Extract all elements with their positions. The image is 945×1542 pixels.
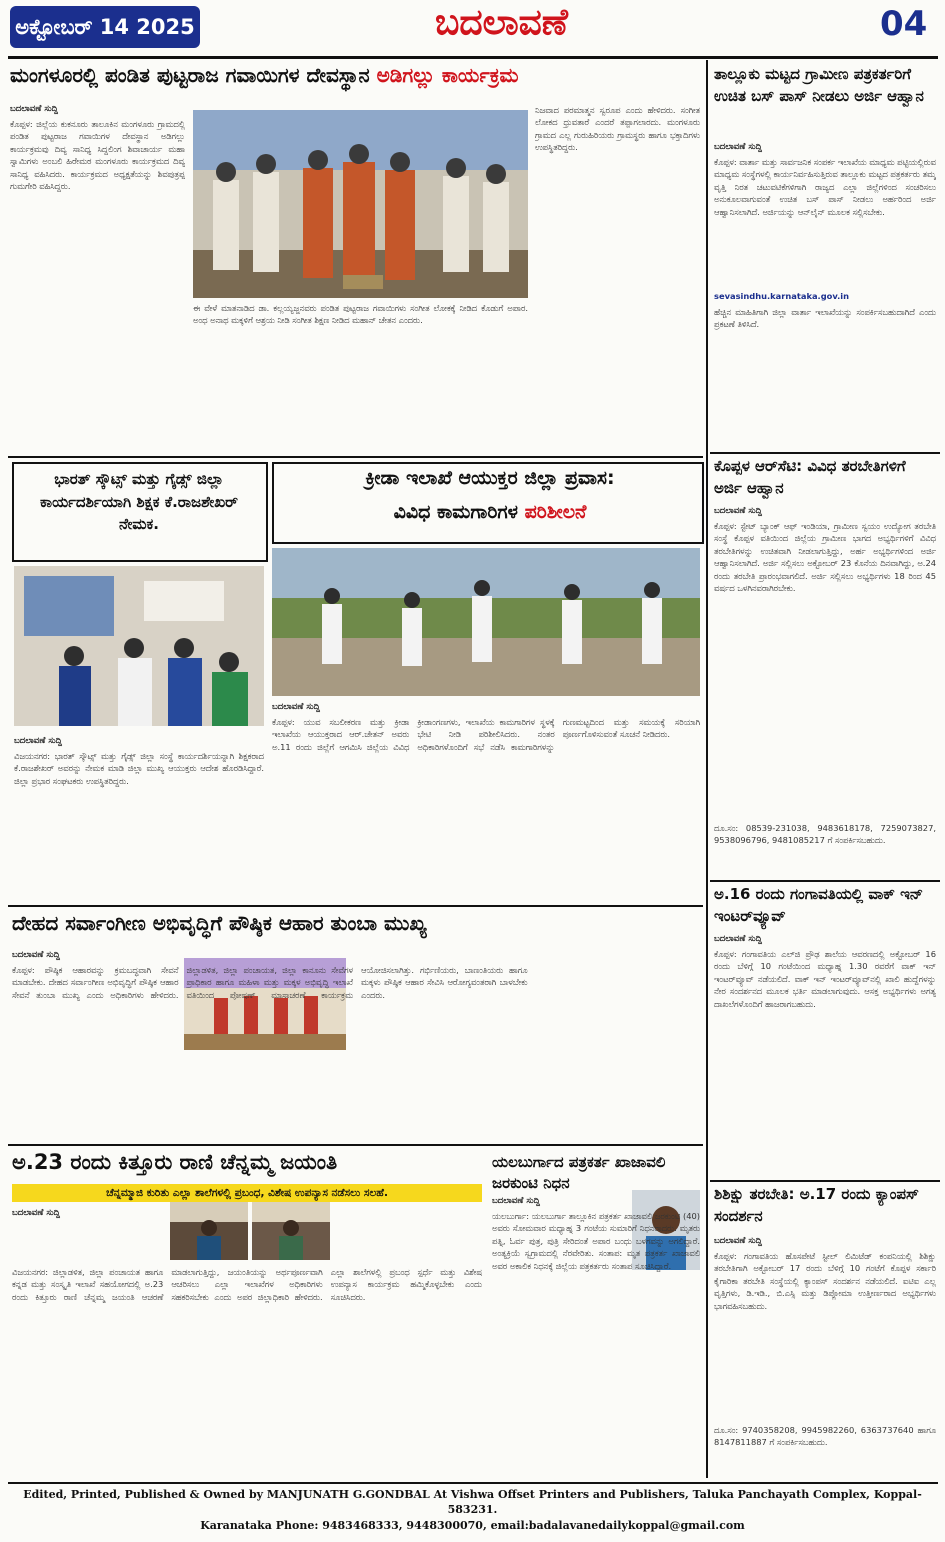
a4-bottom-rule (8, 1144, 703, 1146)
a1-headline-accent: ಅಡಿಗಲ್ಲು ಕಾರ್ಯಕ್ರಮ (376, 63, 519, 87)
a3-body: ಕೊಪ್ಪಳ: ಯುವ ಸಬಲೀಕರಣ ಮತ್ತು ಕ್ರೀಡಾ ಇಲಾಖೆಯ ಆಯುಕ್ತರಾದ ಆರ್.ಚೇತನ್ ಅವರು ಅ.11 ರಂದು ಜಿಲ್ಲೆಗೆ ಆಗಮಿಸಿ ಜಿಲ್ಲೆಯ ವಿವಿಧ ಕ್ರೀಡಾಂಗಣಗಳು, ಇಲಾಖೆಯ ಕಾಮಗಾರಿಗಳ ಸ್ಥಳಕ್ಕೆ ಭೇಟಿ ನೀಡಿ ಪರಿಶೀಲಿಸಿದರು. ನಂತರ ಅಧಿಕಾರಿಗಳೊಂದಿಗೆ ಸಭೆ ನಡೆಸಿ ಕಾಮಗಾರಿಗಳನ್ನು ಗುಣಮಟ್ಟದಿಂದ ಮತ್ತು ಸಮಯಕ್ಕೆ ಸರಿಯಾಗಿ ಪೂರ್ಣಗೊಳಿಸುವಂತೆ ಸೂಚನೆ ನೀಡಿದರು. (272, 717, 700, 752)
r1-headline: ತಾಲ್ಲೂಕು ಮಟ್ಟದ ಗ್ರಾಮೀಣ ಪತ್ರಕರ್ತರಿಗೆ ಉಚಿತ ಬಸ್ ಪಾಸ್ ನೀಡಲು ಅರ್ಜಿ ಆಹ್ವಾನ (714, 65, 924, 105)
r2-bottom-rule (710, 880, 940, 882)
a5-meeting-photo-1 (170, 1202, 248, 1260)
a6-headline: ಯಲಬುರ್ಗಾದ ಪತ್ರಕರ್ತ ಖಾಜಾವಲಿ ಜರಕುಂಟಿ ನಿಧನ (492, 1153, 666, 1192)
footer-line-1: Edited, Printed, Published & Owned by MANJUNATH G.GONDBAL At Vishwa Offset Printers and Publishers, Taluka Panchayath Complex, Koppal-583231. (23, 1488, 922, 1517)
a5-headline: ಅ.23 ರಂದು ಕಿತ್ತೂರು ರಾಣಿ ಚೆನ್ನಮ್ಮ ಜಯಂತಿ (12, 1150, 338, 1174)
a5-banner: ಚೆನ್ನಮ್ಮಾಜಿ ಕುರಿತು ಎಲ್ಲಾ ಶಾಲೆಗಳಲ್ಲಿ ಪ್ರಬಂಧ, ವಿಶೇಷ ಉಪನ್ಯಾಸ ನಡೆಸಲು ಸಲಹೆ. (12, 1184, 482, 1202)
newspaper-title: ಬದಲಾವಣೆ (435, 2, 568, 43)
a1-lead-text: ಕೊಪ್ಪಳ: ಜಿಲ್ಲೆಯ ಕುಕನೂರು ತಾಲೂಕಿನ ಮಂಗಳೂರು ಗ್ರಾಮದಲ್ಲಿ ಪಂಡಿತ ಪುಟ್ಟರಾಜ ಗವಾಯಿಗಳ ದೇವಸ್ಥಾನ ಅಡಿಗಲ್ಲು ಕಾರ್ಯಕ್ರಮವು ದಿವ್ಯ ಸಾನಿಧ್ಯ ಸಿದ್ದಲಿಂಗ ಶಿವಾಚಾರ್ಯ ಮಹಾ ಸ್ವಾಮಿಗಳು ಅಂಬಲಿ ಹಿರೇಮಠ ಮಂಗಳೂರು ಕಾರ್ಯಕ್ರಮದ ದಿವ್ಯ ಸಾನಿಧ್ಯ ವಹಿಸಿದರು. ಕಾರ್ಯಕ್ರಮದ ಅಧ್ಯಕ್ಷತೆಯನ್ನು ಶಿವಪುತ್ರಪ್ಪ ಗುಮಗೇರಿ ವಹಿಸಿದ್ದರು. (10, 119, 185, 192)
a3-headline-line2 (280, 502, 700, 524)
a2-headline: ಭಾರತ್ ಸ್ಕೌಟ್ಸ್ ಮತ್ತು ಗೈಡ್ಸ್ ಜಿಲ್ಲಾ ಕಾರ್ಯದರ್ಶಿಯಾಗಿ ಶಿಕ್ಷಕ ಕೆ.ರಾಜಶೇಖರ್ ನೇಮಕ. (40, 470, 238, 533)
r3-bottom-rule (710, 1180, 940, 1182)
r4-body: ಕೊಪ್ಪಳ: ಗಂಗಾವತಿಯ ಹೊಸಪೇಟೆ ಸ್ಟೀಲ್ ಲಿಮಿಟೆಡ್ ಕಂಪನಿಯಲ್ಲಿ ಶಿಶಿಕ್ಷು ತರಬೇತಿಗಾಗಿ ಅಕ್ಟೋಬರ್ 17 ರಂದು ಬೆಳಿಗ್ಗೆ 10 ಗಂಟೆಗೆ ಕೊಪ್ಪಳ ಸರ್ಕಾರಿ ಕೈಗಾರಿಕಾ ತರಬೇತಿ ಸಂಸ್ಥೆಯಲ್ಲಿ ಕ್ಯಾಂಪಸ್ ಸಂದರ್ಶನ ನಡೆಯಲಿದೆ. ಐಟಿಐ ಎಲ್ಲ ವೃತ್ತಿಗಳು, ಡಿ.ಇಡಿ., ಬಿ.ಎಸ್ಸಿ ಮತ್ತು ಡಿಪ್ಲೋಮಾ ಉತ್ತೀರ್ಣರಾದ ಅಭ್ಯರ್ಥಿಗಳು ಭಾಗವಹಿಸಬಹುದು. (714, 1251, 936, 1311)
a5-byline: ಬದಲಾವಣೆ ಸುದ್ದಿ (12, 1208, 60, 1218)
a3-headline-main: ವಿವಿಧ ಕಾಮಗಾರಿಗಳ (393, 501, 518, 523)
r2-body: ಕೊಪ್ಪಳ: ಸ್ಟೇಟ್ ಬ್ಯಾಂಕ್ ಆಫ್ ಇಂಡಿಯಾ, ಗ್ರಾಮೀಣ ಸ್ವಯಂ ಉದ್ಯೋಗ ತರಬೇತಿ ಸಂಸ್ಥೆ ಕೊಪ್ಪಳ ವತಿಯಿಂದ ಜಿಲ್ಲೆಯ ಗ್ರಾಮೀಣ ಭಾಗದ ಅಭ್ಯರ್ಥಿಗಳಿಗೆ ವಿವಿಧ ತರಬೇತಿಗಳನ್ನು ಉಚಿತವಾಗಿ ನೀಡಲಾಗುತ್ತಿದ್ದು, ಅರ್ಹ ಅಭ್ಯರ್ಥಿಗಳಿಂದ ಅರ್ಜಿ ಆಹ್ವಾನಿಸಲಾಗಿದೆ. ಅರ್ಜಿ ಸಲ್ಲಿಸಲು ಅಕ್ಟೋಬರ್ 23 ಕೊನೆಯ ದಿನವಾಗಿದ್ದು, ಅ.24 ರಂದು ತರಬೇತಿ ಪ್ರಾರಂಭವಾಗಲಿದೆ. ಅರ್ಜಿ ಸಲ್ಲಿಸಲು ಅಭ್ಯರ್ಥಿಗಳು 18 ರಿಂದ 45 ವರ್ಷದ ಒಳಗಿನವರಾಗಿರಬೇಕು. (714, 521, 936, 594)
footer-imprint (0, 1487, 945, 1533)
r1-tail: ಹೆಚ್ಚಿನ ಮಾಹಿತಿಗಾಗಿ ಜಿಲ್ಲಾ ವಾರ್ತಾ ಇಲಾಖೆಯನ್ನು ಸಂಪರ್ಕಿಸಬಹುದಾಗಿದೆ ಎಂದು ಪ್ರಕಟಣೆ ತಿಳಿಸಿದೆ. (714, 307, 936, 330)
r1-bottom-rule (710, 452, 940, 454)
r4-headline: ಶಿಶಿಕ್ಷು ತರಬೇತಿ: ಅ.17 ರಂದು ಕ್ಯಾಂಪಸ್ ಸಂದರ್ಶನ (714, 1185, 919, 1225)
r4-byline: ಬದಲಾವಣೆ ಸುದ್ದಿ (714, 1236, 762, 1246)
page-number: 04 (880, 4, 928, 44)
a3-byline: ಬದಲಾವಣೆ ಸುದ್ದಿ (272, 702, 320, 712)
a4-body: ಕೊಪ್ಪಳ: ಪೌಷ್ಠಿಕ ಆಹಾರವನ್ನು ಕ್ರಮಬದ್ಧವಾಗಿ ಸೇವನೆ ಮಾಡಬೇಕು. ದೇಹದ ಸರ್ವಾಂಗೀಣ ಅಭಿವೃದ್ಧಿಗೆ ಪೌಷ್ಠಿಕ ಆಹಾರ ಸೇವನೆ ತುಂಬಾ ಮುಖ್ಯ ಎಂದು ಅಧಿಕಾರಿಗಳು ಹೇಳಿದರು. ಜಿಲ್ಲಾಡಳಿತ, ಜಿಲ್ಲಾ ಪಂಚಾಯತ, ಜಿಲ್ಲಾ ಕಾನೂನು ಸೇವೆಗಳ ಪ್ರಾಧಿಕಾರ ಹಾಗೂ ಮಹಿಳಾ ಮತ್ತು ಮಕ್ಕಳ ಅಭಿವೃದ್ಧಿ ಇಲಾಖೆ ವತಿಯಿಂದ ಪೋಷಣ್ ಮಾಸಾಚರಣೆ ಕಾರ್ಯಕ್ರಮ ಆಯೋಜಿಸಲಾಗಿತ್ತು. ಗರ್ಭಿಣಿಯರು, ಬಾಣಂತಿಯರು ಹಾಗೂ ಮಕ್ಕಳು ಪೌಷ್ಠಿಕ ಆಹಾರ ಸೇವಿಸಿ ಆರೋಗ್ಯವಂತರಾಗಿ ಬಾಳಬೇಕು ಎಂದರು. (12, 965, 528, 1000)
a4-headline: ದೇಹದ ಸರ್ವಾಂಗೀಣ ಅಭಿವೃದ್ಧಿಗೆ ಪೌಷ್ಠಿಕ ಆಹಾರ ತುಂಬಾ ಮುಖ್ಯ (12, 911, 427, 935)
r3-headline: ಅ.16 ರಂದು ಗಂಗಾವತಿಯಲ್ಲಿ ವಾಕ್ ಇನ್ ಇಂಟರ್‌ವ್ಯೂವ್ (714, 885, 924, 925)
r2-phones: ದೂ.ಸಂ: 08539-231038, 9483618178, 7259073827, 9538096796, 9481085217 ಗೆ ಸಂಪರ್ಕಿಸಬಹುದು. (714, 823, 936, 846)
a1-byline: ಬದಲಾವಣೆ ಸುದ್ದಿ (10, 104, 58, 114)
r1-link[interactable]: sevasindhu.karnataka.gov.in (714, 291, 849, 301)
r3-byline: ಬದಲಾವಣೆ ಸುದ್ದಿ (714, 934, 762, 944)
a3-headline-line1: ಕ್ರೀಡಾ ಇಲಾಖೆ ಆಯುಕ್ತರ ಜಿಲ್ಲಾ ಪ್ರವಾಸ: (365, 467, 615, 489)
a6-body: ಯಲಬುರ್ಗಾ: ಯಲಬುರ್ಗಾ ತಾಲ್ಲೂಕಿನ ಪತ್ರಕರ್ತ ಖಾಜಾವಲಿ ಜರಕುಂಟಿ (40) ಅವರು ಸೋಮವಾರ ಮಧ್ಯಾಹ್ನ 3 ಗಂಟೆಯ ಸುಮಾರಿಗೆ ನಿಧನರಾದರು. ಮೃತರು ಪತ್ನಿ, ಓರ್ವ ಪುತ್ರ, ಪುತ್ರಿ ಸೇರಿದಂತೆ ಅಪಾರ ಬಂಧು ಬಳಗವನ್ನು ಅಗಲಿದ್ದಾರೆ. ಅಂತ್ಯಕ್ರಿಯೆ ಸ್ವಗ್ರಾಮದಲ್ಲಿ ನೆರವೇರಿತು. ಸಂತಾಪ: ಮೃತ ಪತ್ರಕರ್ತ ಖಾಜಾವಲಿ ಅವರ ಅಕಾಲಿಕ ನಿಧನಕ್ಕೆ ಜಿಲ್ಲೆಯ ಪತ್ರಕರ್ತರು ಸಂತಾಪ ಸೂಚಿಸಿದ್ದಾರೆ. (492, 1211, 700, 1271)
r3-body: ಕೊಪ್ಪಳ: ಗಂಗಾವತಿಯ ಎಲ್‌ಜಿ ಪ್ರೌಢ ಶಾಲೆಯ ಆವರಣದಲ್ಲಿ ಅಕ್ಟೋಬರ್ 16 ರಂದು ಬೆಳಿಗ್ಗೆ 10 ಗಂಟೆಯಿಂದ ಮಧ್ಯಾಹ್ನ 1.30 ರವರೆಗೆ ವಾಕ್ ಇನ್ ಇಂಟರ್‌ವ್ಯೂವ್ ನಡೆಯಲಿದೆ. ವಾಕ್ ಇನ್ ಇಂಟರ್‌ವ್ಯೂವ್‌ನಲ್ಲಿ ಖಾಲಿ ಹುದ್ದೆಗಳನ್ನು ನೇರ ಸಂದರ್ಶನದ ಮೂಲಕ ಭರ್ತಿ ಮಾಡಲಾಗುವುದು. ಆಸಕ್ತ ಅಭ್ಯರ್ಥಿಗಳು ಅಗತ್ಯ ದಾಖಲೆಗಳೊಂದಿಗೆ ಹಾಜರಾಗಬಹುದು. (714, 949, 936, 1009)
a2-appointment-photo (14, 566, 264, 726)
a2-body: ವಿಜಯನಗರ: ಭಾರತ್ ಸ್ಕೌಟ್ಸ್ ಮತ್ತು ಗೈಡ್ಸ್ ಜಿಲ್ಲಾ ಸಂಸ್ಥೆ ಕಾರ್ಯದರ್ಶಿಯನ್ನಾಗಿ ಶಿಕ್ಷಕರಾದ ಕೆ.ರಾಜಶೇಖರ್ ಅವರನ್ನು ನೇಮಕ ಮಾಡಿ ಜಿಲ್ಲಾ ಮುಖ್ಯ ಆಯುಕ್ತರು ಆದೇಶ ಹೊರಡಿಸಿದ್ದಾರೆ. ಜಿಲ್ಲಾ ಪ್ರಭಾರ ಸಂಘಟಕರು ಉಪಸ್ಥಿತರಿದ್ದರು. (14, 751, 264, 786)
a1-mid-text: ಈ ವೇಳೆ ಮಾತನಾಡಿದ ಡಾ. ಕಲ್ಲಯ್ಯಜ್ಜನವರು ಪಂಡಿತ ಪುಟ್ಟರಾಜ ಗವಾಯಿಗಳು ಸಂಗೀತ ಲೋಕಕ್ಕೆ ನೀಡಿದ ಕೊಡುಗೆ ಅಪಾರ. ಅಂಧ ಅನಾಥ ಮಕ್ಕಳಿಗೆ ಆಶ್ರಯ ನೀಡಿ ಸಂಗೀತ ಶಿಕ್ಷಣ ನೀಡಿದ ಮಹಾನ್ ಚೇತನ ಎಂದರು. (193, 303, 528, 326)
masthead-rule (8, 56, 938, 59)
a1-right-text: ನಿಜವಾದ ಪರಮಾತ್ಮನ ಸ್ವರೂಪ ಎಂದು ಹೇಳಿದರು. ಸಂಗೀತ ಲೋಕದ ಧ್ರುವತಾರೆ ಎಂದರೆ ತಪ್ಪಾಗಲಾರದು. ಮಂಗಳೂರು ಗ್ರಾಮದ ಎಲ್ಲ ಗುರುಹಿರಿಯರು ಗ್ರಾಮಸ್ಥರು ಹಾಗೂ ಭಕ್ತಾದಿಗಳು ಉಪಸ್ಥಿತರಿದ್ದರು. (535, 105, 700, 153)
a3-bottom-rule (8, 905, 703, 907)
a5-meeting-photo-2 (252, 1202, 330, 1260)
footer-line-2: Karanataka Phone: 9483468333, 9448300070, email:badalavanedailykoppal@gmail.com (200, 1518, 745, 1532)
r1-byline: ಬದಲಾವಣೆ ಸುದ್ದಿ (714, 142, 762, 152)
r1-body: ಕೊಪ್ಪಳ: ವಾರ್ತಾ ಮತ್ತು ಸಾರ್ವಜನಿಕ ಸಂಪರ್ಕ ಇಲಾಖೆಯ ಮಾಧ್ಯಮ ಪಟ್ಟಿಯಲ್ಲಿರುವ ಮಾಧ್ಯಮ ಸಂಸ್ಥೆಗಳಲ್ಲಿ ಕಾರ್ಯನಿರ್ವಹಿಸುತ್ತಿರುವ ತಾಲ್ಲೂಕು ಮಟ್ಟದ ಪತ್ರಕರ್ತರು ತಮ್ಮ ವೃತ್ತಿ ನಿರತ ಚಟುವಟಿಕೆಗಳಿಗಾಗಿ ರಾಜ್ಯದ ಎಲ್ಲಾ ಜಿಲ್ಲೆಗಳಿಂದ ಸಂಚರಿಸಲು ಅನುಕೂಲವಾಗುವಂತೆ ಉಚಿತ ಬಸ್ ಪಾಸ್ ನೀಡಲು ಅರ್ಹರಿಂದ ಅರ್ಜಿ ಆಹ್ವಾನಿಸಲಾಗಿದೆ. ಅರ್ಜಿಯನ್ನು ಆನ್‌ಲೈನ್ ಮೂಲಕ ಸಲ್ಲಿಸಬೇಕು. (714, 157, 936, 217)
a4-byline: ಬದಲಾವಣೆ ಸುದ್ದಿ (12, 950, 60, 960)
footer-rule (8, 1482, 938, 1484)
a3-headline-accent: ಪರಿಶೀಲನೆ (524, 501, 587, 523)
a1-ceremony-photo (193, 110, 528, 298)
a1-headline-main: ಮಂಗಳೂರಲ್ಲಿ ಪಂಡಿತ ಪುಟ್ಟರಾಜ ಗವಾಯಿಗಳ ದೇವಸ್ಥಾನ (10, 63, 370, 87)
a3-site-visit-photo (272, 548, 700, 696)
a1-bottom-rule (8, 456, 703, 458)
a2-byline: ಬದಲಾವಣೆ ಸುದ್ದಿ (14, 736, 62, 746)
r2-headline: ಕೊಪ್ಪಳ ಆರ್‌ಸೆಟಿ: ವಿವಿಧ ತರಬೇತಿಗಳಿಗೆ ಅರ್ಜಿ ಆಹ್ವಾನ (714, 457, 906, 497)
issue-date: ಅಕ್ಟೋಬರ್ 14 2025 (10, 6, 200, 48)
a1-headline (10, 64, 700, 87)
a6-byline: ಬದಲಾವಣೆ ಸುದ್ದಿ (492, 1196, 540, 1206)
a5-body: ವಿಜಯನಗರ: ಜಿಲ್ಲಾಡಳಿತ, ಜಿಲ್ಲಾ ಪಂಚಾಯತ ಹಾಗೂ ಕನ್ನಡ ಮತ್ತು ಸಂಸ್ಕೃತಿ ಇಲಾಖೆ ಸಹಯೋಗದಲ್ಲಿ ಅ.23 ರಂದು ಕಿತ್ತೂರು ರಾಣಿ ಚೆನ್ನಮ್ಮ ಜಯಂತಿ ಆಚರಣೆ ಮಾಡಲಾಗುತ್ತಿದ್ದು, ಜಯಂತಿಯನ್ನು ಅರ್ಥಪೂರ್ಣವಾಗಿ ಆಚರಿಸಲು ಎಲ್ಲಾ ಇಲಾಖೆಗಳ ಅಧಿಕಾರಿಗಳು ಸಹಕರಿಸಬೇಕು ಎಂದು ಅಪರ ಜಿಲ್ಲಾಧಿಕಾರಿ ಹೇಳಿದರು. ಎಲ್ಲಾ ಶಾಲೆಗಳಲ್ಲಿ ಪ್ರಬಂಧ ಸ್ಪರ್ಧೆ ಮತ್ತು ವಿಶೇಷ ಉಪನ್ಯಾಸ ಕಾರ್ಯಕ್ರಮ ಹಮ್ಮಿಕೊಳ್ಳಬೇಕು ಎಂದು ಸೂಚಿಸಿದರು. (12, 1267, 482, 1302)
right-column-divider (706, 60, 708, 1478)
r2-byline: ಬದಲಾವಣೆ ಸುದ್ದಿ (714, 506, 762, 516)
r4-phones: ದೂ.ಸಂ: 9740358208, 9945982260, 6363737640 ಹಾಗೂ 8147811887 ಗೆ ಸಂಪರ್ಕಿಸಬಹುದು. (714, 1425, 936, 1448)
